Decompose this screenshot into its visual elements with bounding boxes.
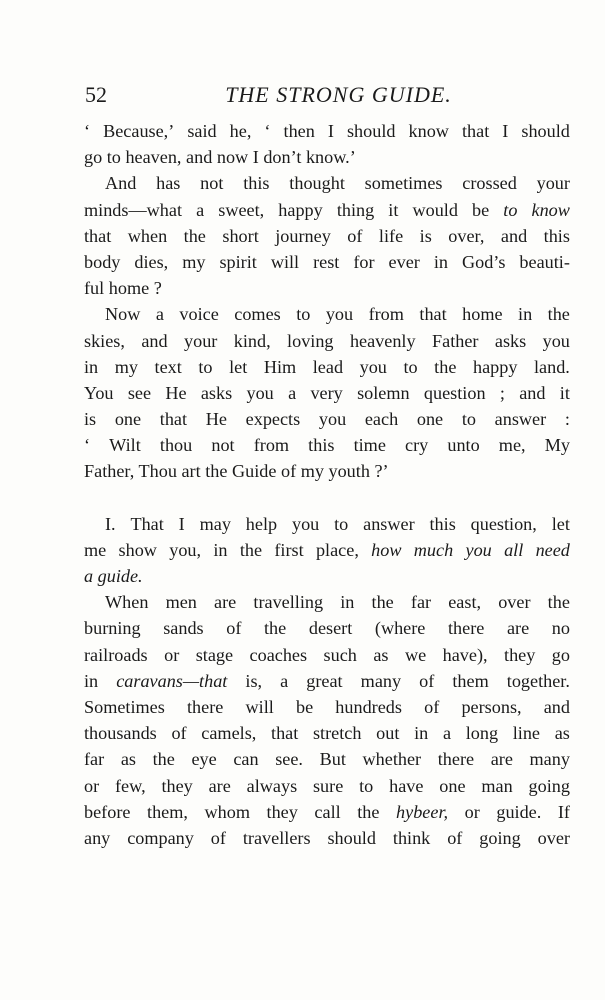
word: east, [448,592,482,613]
page-header [85,80,570,110]
emphasis: you [465,539,492,560]
word: help [245,513,278,534]
text-line [84,563,570,589]
word: you, [169,539,202,560]
word: from [253,435,290,456]
word: any [84,827,111,848]
word: ‘ [264,121,271,141]
word: Father, [84,461,135,482]
word: hundreds [335,696,402,717]
word: great [306,670,343,691]
word: question [423,382,486,403]
word: whether [362,749,422,770]
word: That [130,513,164,534]
text-line [84,170,570,196]
word: (where [374,618,426,639]
page-number: 52 [85,82,107,107]
word: they [161,775,193,796]
word: or [464,801,480,822]
word: this [543,225,570,246]
word: heaven, [125,147,182,168]
word: answer [363,513,415,534]
word: expects [245,409,301,430]
word: I [252,147,259,168]
text-line [84,537,570,563]
word: crossed [462,173,517,194]
word: going [479,827,521,848]
word: He [205,409,227,430]
word: a [288,382,297,403]
word: we [404,644,427,665]
word: heavenly [349,330,416,351]
text-line [84,432,570,458]
word: ? [153,278,162,299]
text-line [84,249,570,275]
word: But [319,749,346,770]
word: see [127,382,152,403]
word: to [106,147,121,168]
word: and [543,696,570,717]
word: happy [278,199,323,220]
word: go [551,644,570,665]
word: and [186,147,213,168]
text-line [84,720,570,746]
emphasis: hybeer, [396,801,449,822]
word: see. [275,749,303,770]
word: body [84,251,121,272]
body-text [84,118,570,851]
word: to [359,775,374,796]
word: Guide [231,461,277,482]
word: ‘ [84,121,91,141]
word: very [310,382,343,403]
word: not [200,173,224,194]
word: of [419,670,435,691]
word: men [165,592,197,613]
word: your [536,173,570,194]
emphasis: guide. [97,566,143,586]
word: that [271,723,299,744]
word: this [243,173,270,194]
word: I [178,513,185,534]
word: of [171,723,187,744]
text-line [84,458,570,484]
word: will [245,696,274,717]
word: stretch [312,723,362,744]
word: the [434,356,457,377]
word: : [564,409,570,430]
word: the [371,592,394,613]
word: going [528,775,570,796]
word: in [340,592,355,613]
word: they [266,801,298,822]
word: this [429,513,456,534]
word: burning [84,618,141,639]
word: and [500,225,528,246]
word: home [108,278,150,299]
word: can [233,749,259,770]
word: You [84,382,114,403]
word: And [105,173,137,194]
text-line [84,825,570,851]
text-line [84,511,570,537]
word: solemn [357,382,410,403]
word: guide. [496,801,542,822]
word: to [198,356,213,377]
word: the [183,225,206,246]
text-line [84,406,570,432]
word: whom [204,801,250,822]
word: asks [200,382,233,403]
text-line [84,144,570,170]
word: of [447,827,463,848]
word: far [410,592,432,613]
emphasis: caravans—that [116,670,228,691]
word: to [296,304,311,325]
word: to [403,356,418,377]
emphasis: need [535,539,570,560]
word: one [416,409,444,430]
word: let [229,356,248,377]
running-head: THE STRONG GUIDE. [225,82,452,107]
word: travellers [242,827,311,848]
word: If [557,801,570,822]
word: Thou [138,461,177,482]
word: company [127,827,194,848]
word: for [353,251,375,272]
emphasis: a [84,566,94,586]
word: persons, [461,696,522,717]
word: of [210,827,226,848]
word: is [84,409,97,430]
word: you [359,356,387,377]
word: know [408,121,449,141]
word: sands [163,618,204,639]
word: the [264,618,287,639]
word: as [373,644,389,665]
word: in [414,723,429,744]
word: a [155,304,164,325]
word: that [84,225,112,246]
word: there [448,618,485,639]
word: thousands [84,723,157,744]
word: have), [442,644,488,665]
word: loving [287,330,334,351]
word: man [481,775,513,796]
word: to [461,409,476,430]
word: know.’ [305,147,356,168]
word: life [378,225,404,246]
word: sometimes [364,173,443,194]
word: Sometimes [84,696,165,717]
word: Now [105,304,141,325]
text-line [84,223,570,249]
word: are [490,749,513,770]
word: of [347,225,363,246]
word: ful [84,278,105,299]
text-line [84,328,570,354]
text-line [84,668,570,694]
word: desert [308,618,353,639]
word: will [270,251,300,272]
word: this [308,435,335,456]
word: short [222,225,259,246]
word: place, [315,539,359,560]
word: now [216,147,249,168]
word: to [334,513,349,534]
word: would [412,199,458,220]
word: I [502,121,509,141]
emphasis: how [371,539,402,560]
word: Father [432,330,479,351]
word: together. [506,670,570,691]
word: is, [245,670,263,691]
word: in [433,251,448,272]
word: have [389,775,424,796]
word: them [452,670,489,691]
word: ‘ [84,435,91,456]
text-line [84,301,570,327]
text-line [84,354,570,380]
word: don’t [263,147,302,168]
word: many [529,749,570,770]
word: then [283,121,315,141]
word: you [291,513,320,534]
word: said [187,121,217,141]
word: question, [470,513,537,534]
word: dies, [134,251,169,272]
word: the [357,801,380,822]
word: the [239,539,263,560]
word: of [226,618,242,639]
word: comes [234,304,281,325]
word: are [506,618,530,639]
word: such [323,644,357,665]
word: has [156,173,181,194]
word: in [518,304,533,325]
word: that [461,121,490,141]
word: no [551,618,570,639]
word: a [442,723,452,744]
word: travelling [253,592,324,613]
emphasis: to [503,199,518,220]
word: answer [494,409,547,430]
word: that [159,409,188,430]
text-line [84,380,570,406]
word: Wilt [109,435,141,456]
word: I. [105,513,116,534]
word: thought [289,173,345,194]
word: God’s [461,251,506,272]
word: the [205,461,228,482]
word: my [114,356,138,377]
word: show [118,539,157,560]
word: a [280,670,289,691]
word: let [551,513,570,534]
word: ?’ [374,461,389,482]
word: the [152,749,175,770]
word: are [208,775,231,796]
word: a [196,199,205,220]
word: of [424,696,440,717]
word: the [547,592,570,613]
word: always [246,775,298,796]
word: or [164,644,180,665]
word: asks [494,330,527,351]
word: sweet, [218,199,265,220]
word: each [364,409,399,430]
word: thing [336,199,375,220]
word: few, [114,775,146,796]
word: stage [195,644,234,665]
word: it [388,199,399,220]
text-line [84,589,570,615]
word: many [360,670,402,691]
word: text [154,356,182,377]
word: call [314,801,341,822]
word: thou [159,435,193,456]
word: should [346,121,396,141]
text-line [84,615,570,641]
word: I [327,121,334,141]
word: may [199,513,231,534]
word: eye [191,749,217,770]
word: you [542,330,570,351]
word: land. [533,356,570,377]
word: lead [312,356,344,377]
emphasis: know [531,199,570,220]
word: minds—what [84,199,183,220]
word: When [105,592,149,613]
word: over [498,592,531,613]
word: youth [328,461,370,482]
word: that [419,304,447,325]
word: your [184,330,218,351]
word: in [84,670,99,691]
word: happy [472,356,518,377]
word: ; [499,382,505,403]
word: before [84,801,131,822]
word: be [472,199,490,220]
word: coaches [249,644,308,665]
word: art [181,461,201,482]
text-line [84,118,570,144]
word: he, [229,121,252,141]
word: voice [179,304,219,325]
word: be [295,696,314,717]
word: are [214,592,237,613]
word: long [465,723,499,744]
text-line [84,694,570,720]
text-line [84,642,570,668]
word: my [300,461,324,482]
word: not [211,435,235,456]
text-line [84,799,570,825]
word: the [547,304,570,325]
word: skies, [84,330,125,351]
word: as [120,749,136,770]
word: and [141,330,168,351]
word: think [392,827,431,848]
word: my [182,251,206,272]
word: of [280,461,297,482]
text-line [84,773,570,799]
word: first [274,539,304,560]
word: in [84,356,99,377]
word: one [439,775,466,796]
word: railroads [84,644,148,665]
text-line [84,746,570,772]
word: or [84,775,100,796]
word: kind, [233,330,271,351]
word: over [537,827,570,848]
word: you [318,409,347,430]
word: go [84,147,103,168]
word: them, [147,801,188,822]
text-line [84,197,570,223]
word: Him [263,356,297,377]
word: when [127,225,168,246]
word: beauti- [519,251,570,272]
word: is [419,225,432,246]
emphasis: much [413,539,454,560]
word: it [559,382,570,403]
word: ever [388,251,420,272]
text-line [84,275,570,301]
word: sure [312,775,344,796]
word: cry [405,435,429,456]
word: as [554,723,570,744]
word: there [187,696,224,717]
word: journey [275,225,331,246]
word: camels, [201,723,257,744]
word: me, [498,435,526,456]
word: should [327,827,376,848]
section-gap [84,485,570,511]
word: home [462,304,503,325]
word: My [544,435,570,456]
word: one [114,409,142,430]
word: Because,’ [103,121,175,141]
word: He [165,382,187,403]
word: unto [447,435,480,456]
word: out [376,723,400,744]
word: rest [313,251,340,272]
word: and [519,382,546,403]
emphasis: all [504,539,524,560]
word: time [353,435,386,456]
word: should [521,121,570,141]
word: from [368,304,404,325]
word: you [325,304,354,325]
word: they [504,644,536,665]
word: over, [448,225,485,246]
word: me [84,539,107,560]
word: line [512,723,541,744]
word: far [84,749,105,770]
word: there [437,749,475,770]
word: you [246,382,274,403]
word: spirit [219,251,257,272]
word: in [213,539,228,560]
